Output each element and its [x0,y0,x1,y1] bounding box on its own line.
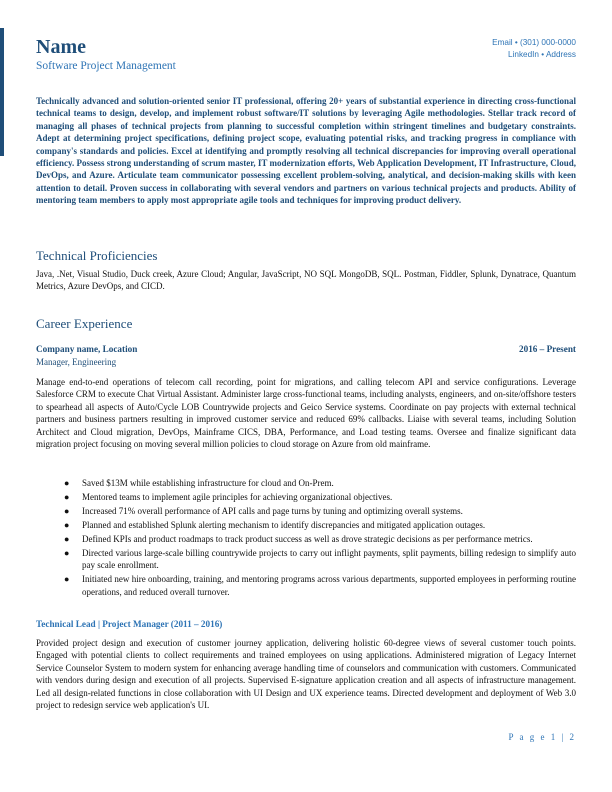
career-experience-heading: Career Experience [36,316,133,331]
bullet-icon: ● [64,548,70,558]
bullet-icon: ● [64,574,70,585]
job1-achievements [36,477,576,600]
job2-description: Provided project design and execution of customer journey application, delivering holistic 60-degree views of several customer touch points. Engaged with potential clients to collect requirements and trained employees on using applications. Administered migration of Legacy Internet Service Counselor System to modern system for enhancing average handling time of counselors and communication with customers. Communicated with vendors during design and execution of all projects. Supervised E-signature application creation and all aspects of infrastructure management. Led all design-related functions in close collaboration with UI Design and UX experience teams. Directed development and deployment of Web 3.0 project to redesign service web application's UI. [36,638,576,711]
list-item [36,519,576,531]
bullet-icon: ● [64,506,70,516]
list-item [36,573,576,598]
bullet-text: Saved $13M while establishing infrastructure for cloud and On-Prem. [82,478,334,488]
resume-name: Name [36,36,86,58]
list-item [36,533,576,545]
list-item [36,505,576,517]
bullet-text: Directed various large-scale billing countrywide projects to carry out inflight payments, split payments, billing redesign to simplify auto pay scale enrollment. [82,548,576,571]
job1-role: Manager, Engineering [36,357,117,367]
technical-proficiencies-heading: Technical Proficiencies [36,248,158,263]
job1-dates: 2016 – Present [519,344,576,354]
job2-title: Technical Lead | Project Manager (2011 – 2016) [36,619,223,629]
resume-subtitle: Software Project Management [36,60,176,72]
accent-bar [0,28,4,156]
bullet-text: Defined KPIs and product roadmaps to track product success as well as drove strategic decisions as per performance metrics. [82,534,533,544]
contact-block [492,37,576,61]
bullet-icon: ● [64,478,70,488]
professional-summary: Technically advanced and solution-oriented senior IT professional, offering 20+ years of substantial experience in directing cross-functional technical teams to design, develop, and implement robust software/IT solutions by leveraging Agile methodologies. Stellar track record of managing all phases of technical projects from planning to successful completion within stringent timelines and budgetary constraints. Adept at determining project specifications, defining project scope, evaluating potential risks, and tracking progress in compliance with company's standards and policies. Excel at identifying and promptly resolving all technical discrepancies for improving overall operational efficiency. Possess strong understanding of scrum master, IT modernization efforts, Web Application Development, IT Infrastructure, Cloud, DevOps, and Azure. Articulate team communicator possessing excellent problem-solving, analytical, and decision-making skills with keen attention to detail. Proven success in collaborating with several vendors and partners on various technical projects and products. Ability of mentoring team members to apply most appropriate agile tools and techniques for improving product delivery. [36,96,576,206]
bullet-text: Mentored teams to implement agile principles for achieving organizational objectives. [82,492,393,502]
bullet-text: Planned and established Splunk alerting mechanism to identify discrepancies and mitigated application outages. [82,520,486,530]
list-item [36,491,576,503]
contact-line-email-phone: Email • (301) 000-0000 [492,38,576,47]
list-item [36,477,576,489]
technical-proficiencies-text: Java, .Net, Visual Studio, Duck creek, Azure Cloud; Angular, JavaScript, NO SQL MongoDB, SQL. Postman, Fiddler, Splunk, Dynatrace, Quantum Metrics, Azure DevOps, and CICD. [36,269,576,292]
job1-company: Company name, Location [36,344,138,354]
bullet-icon: ● [64,492,70,502]
bullet-icon: ● [64,534,70,544]
bullet-text: Initiated new hire onboarding, training, and mentoring programs across various departments, supported employees in performing routine operations, and reduced overall turnover. [82,574,576,597]
contact-line-linkedin-address: LinkedIn • Address [508,50,576,59]
list-item [36,547,576,572]
job1-description: Manage end-to-end operations of telecom call recording, point for migrations, and calling telecom API and service configurations. Leverage Salesforce CRM to execute Chat Virtual Assistant. Administer large cross-functional teams, including analysts, engineers, and on-site/offshore testers to spearhead all aspects of Auto/Cycle LOB Countrywide projects and Geico Service systems. Coordinate on pay projects with external technical partners and business partners resulting in improved customer service and reduced 69% callbacks. Liaise with several teams, including Solution Architect and Cloud migration, DevOps, Mainframe CICS, DBA, Performance, and Load testing teams. Oversee and finalize significant data migration project focusing on moving several million policies to cloud storage on Azure from old mainframe. [36,377,576,450]
bullet-text: Increased 71% overall performance of API calls and page turns by tuning and optimizing overall systems. [82,506,463,516]
bullet-icon: ● [64,520,70,530]
page-number: P a g e 1 | 2 [508,732,576,742]
